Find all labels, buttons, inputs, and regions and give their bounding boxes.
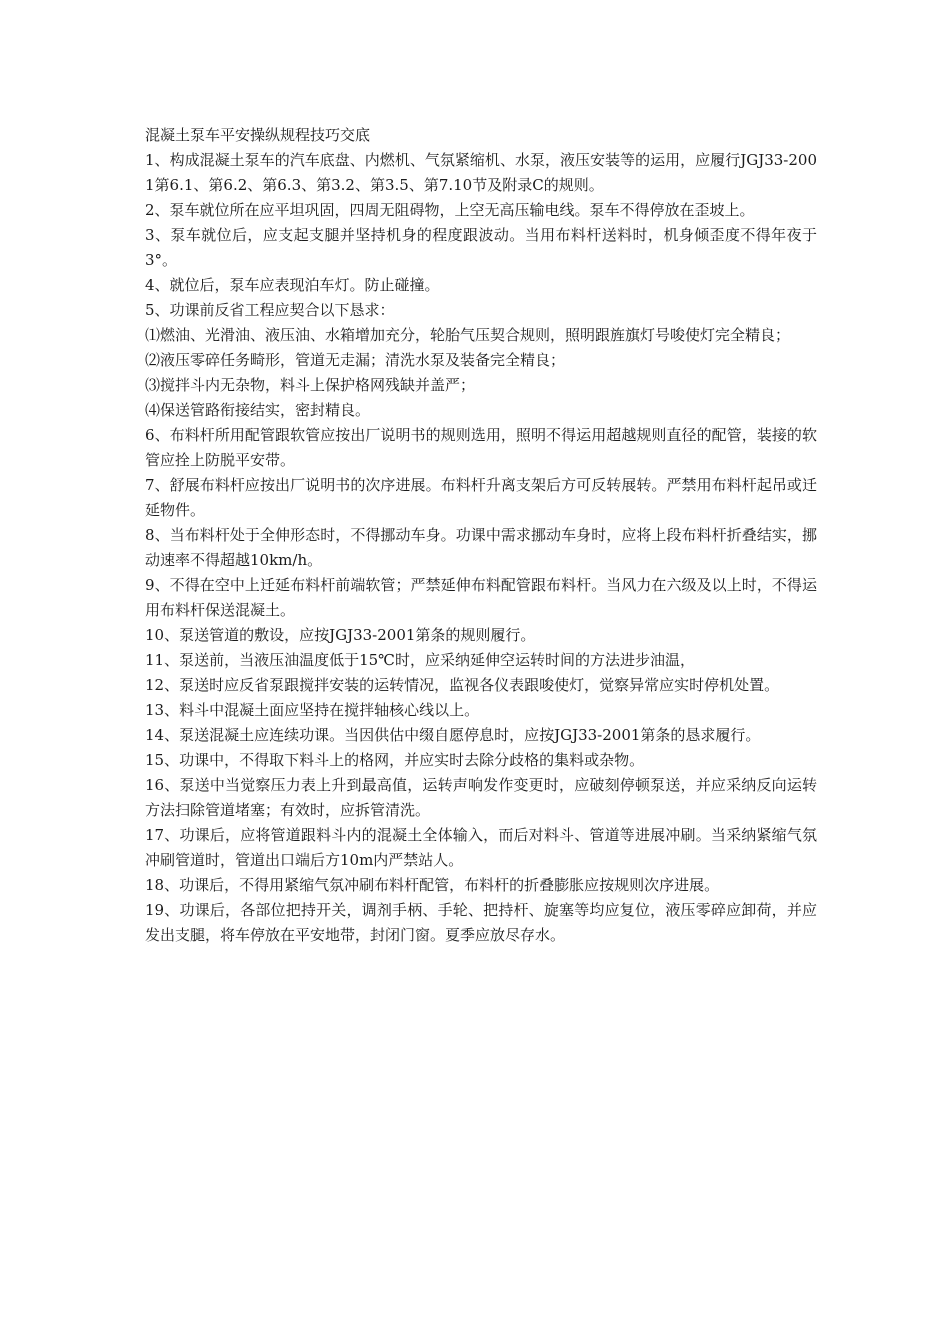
paragraph: 12、泵送时应反省泵跟搅拌安装的运转情况，监视各仪表跟唆使灯，觉察异常应实时停机处置。 [145, 676, 780, 694]
paragraph: 18、功课后，不得用紧缩气氛冲刷布料杆配管，布料杆的折叠膨胀应按规则次序进展。 [145, 876, 720, 894]
paragraph: ⑶搅拌斗内无杂物，料斗上保护格网残缺并盖严； [145, 376, 476, 394]
paragraph: ⑴燃油、光滑油、液压油、水箱增加充分，轮胎气压契合规则，照明跟旌旗灯号唆使灯完全精良； [145, 326, 791, 344]
paragraph: ⑵液压零碎任务畸形，管道无走漏；清洗水泵及装备完全精良； [145, 351, 566, 369]
paragraph: 16、泵送中当觉察压力表上升到最高值，运转声响发作变更时，应破刻停顿泵送，并应采纳反向运转方法扫除管道堵塞；有效时，应拆管清洗。 [145, 776, 817, 819]
paragraph: 1、构成混凝土泵车的汽车底盘、内燃机、气氛紧缩机、水泵，液压安装等的运用，应履行JGJ33-2001第6.1、第6.2、第6.3、第3.2、第3.5、第7.10节及附录C的规则。 [145, 151, 817, 194]
paragraph: 11、泵送前，当液压油温度低于15℃时，应采纳延伸空运转时间的方法进步油温， [145, 651, 695, 669]
paragraph: 8、当布料杆处于全伸形态时，不得挪动车身。功课中需求挪动车身时，应将上段布料杆折叠结实，挪动速率不得超越10km/h。 [145, 526, 817, 569]
paragraph: 2、泵车就位所在应平坦巩固，四周无阻碍物，上空无高压输电线。泵车不得停放在歪坡上。 [145, 201, 755, 219]
paragraph: 9、不得在空中上迁延布料杆前端软管；严禁延伸布料配管跟布料杆。当风力在六级及以上时，不得运用布料杆保送混凝土。 [145, 576, 817, 619]
paragraph: 10、泵送管道的敷设，应按JGJ33-2001第条的规则履行。 [145, 626, 536, 644]
paragraph: 6、布料杆所用配管跟软管应按出厂说明书的规则选用，照明不得运用超越规则直径的配管，装接的软管应拴上防脱平安带。 [145, 426, 817, 469]
paragraph: 17、功课后，应将管道跟料斗内的混凝土全体输入，而后对料斗、管道等进展冲刷。当采纳紧缩气氛冲刷管道时，管道出口端后方10m内严禁站人。 [145, 826, 817, 869]
paragraph: 5、功课前反省工程应契合以下恳求： [145, 301, 395, 319]
paragraph: 7、舒展布料杆应按出厂说明书的次序进展。布料杆升离支架后方可反转展转。严禁用布料杆起吊或迁延物件。 [145, 476, 817, 519]
document-title: 混凝土泵车平安操纵规程技巧交底 [145, 126, 371, 144]
paragraph: 4、就位后，泵车应表现泊车灯。防止碰撞。 [145, 276, 440, 294]
paragraph: 15、功课中，不得取下料斗上的格网，并应实时去除分歧格的集料或杂物。 [145, 751, 645, 769]
paragraph: 3、泵车就位后，应支起支腿并坚持机身的程度跟波动。当用布料杆送料时，机身倾歪度不得年夜于3°。 [145, 226, 817, 269]
paragraph: 19、功课后，各部位把持开关，调剂手柄、手轮、把持杆、旋塞等均应复位，液压零碎应卸荷，并应发出支腿，将车停放在平安地带，封闭门窗。夏季应放尽存水。 [145, 901, 817, 944]
paragraph: ⑷保送管路衔接结实，密封精良。 [145, 401, 371, 419]
document-body [145, 123, 817, 948]
paragraph: 13、料斗中混凝土面应坚持在搅拌轴核心线以上。 [145, 701, 480, 719]
paragraph: 14、泵送混凝土应连续功课。当因供估中缀自愿停息时，应按JGJ33-2001第条的恳求履行。 [145, 726, 761, 744]
